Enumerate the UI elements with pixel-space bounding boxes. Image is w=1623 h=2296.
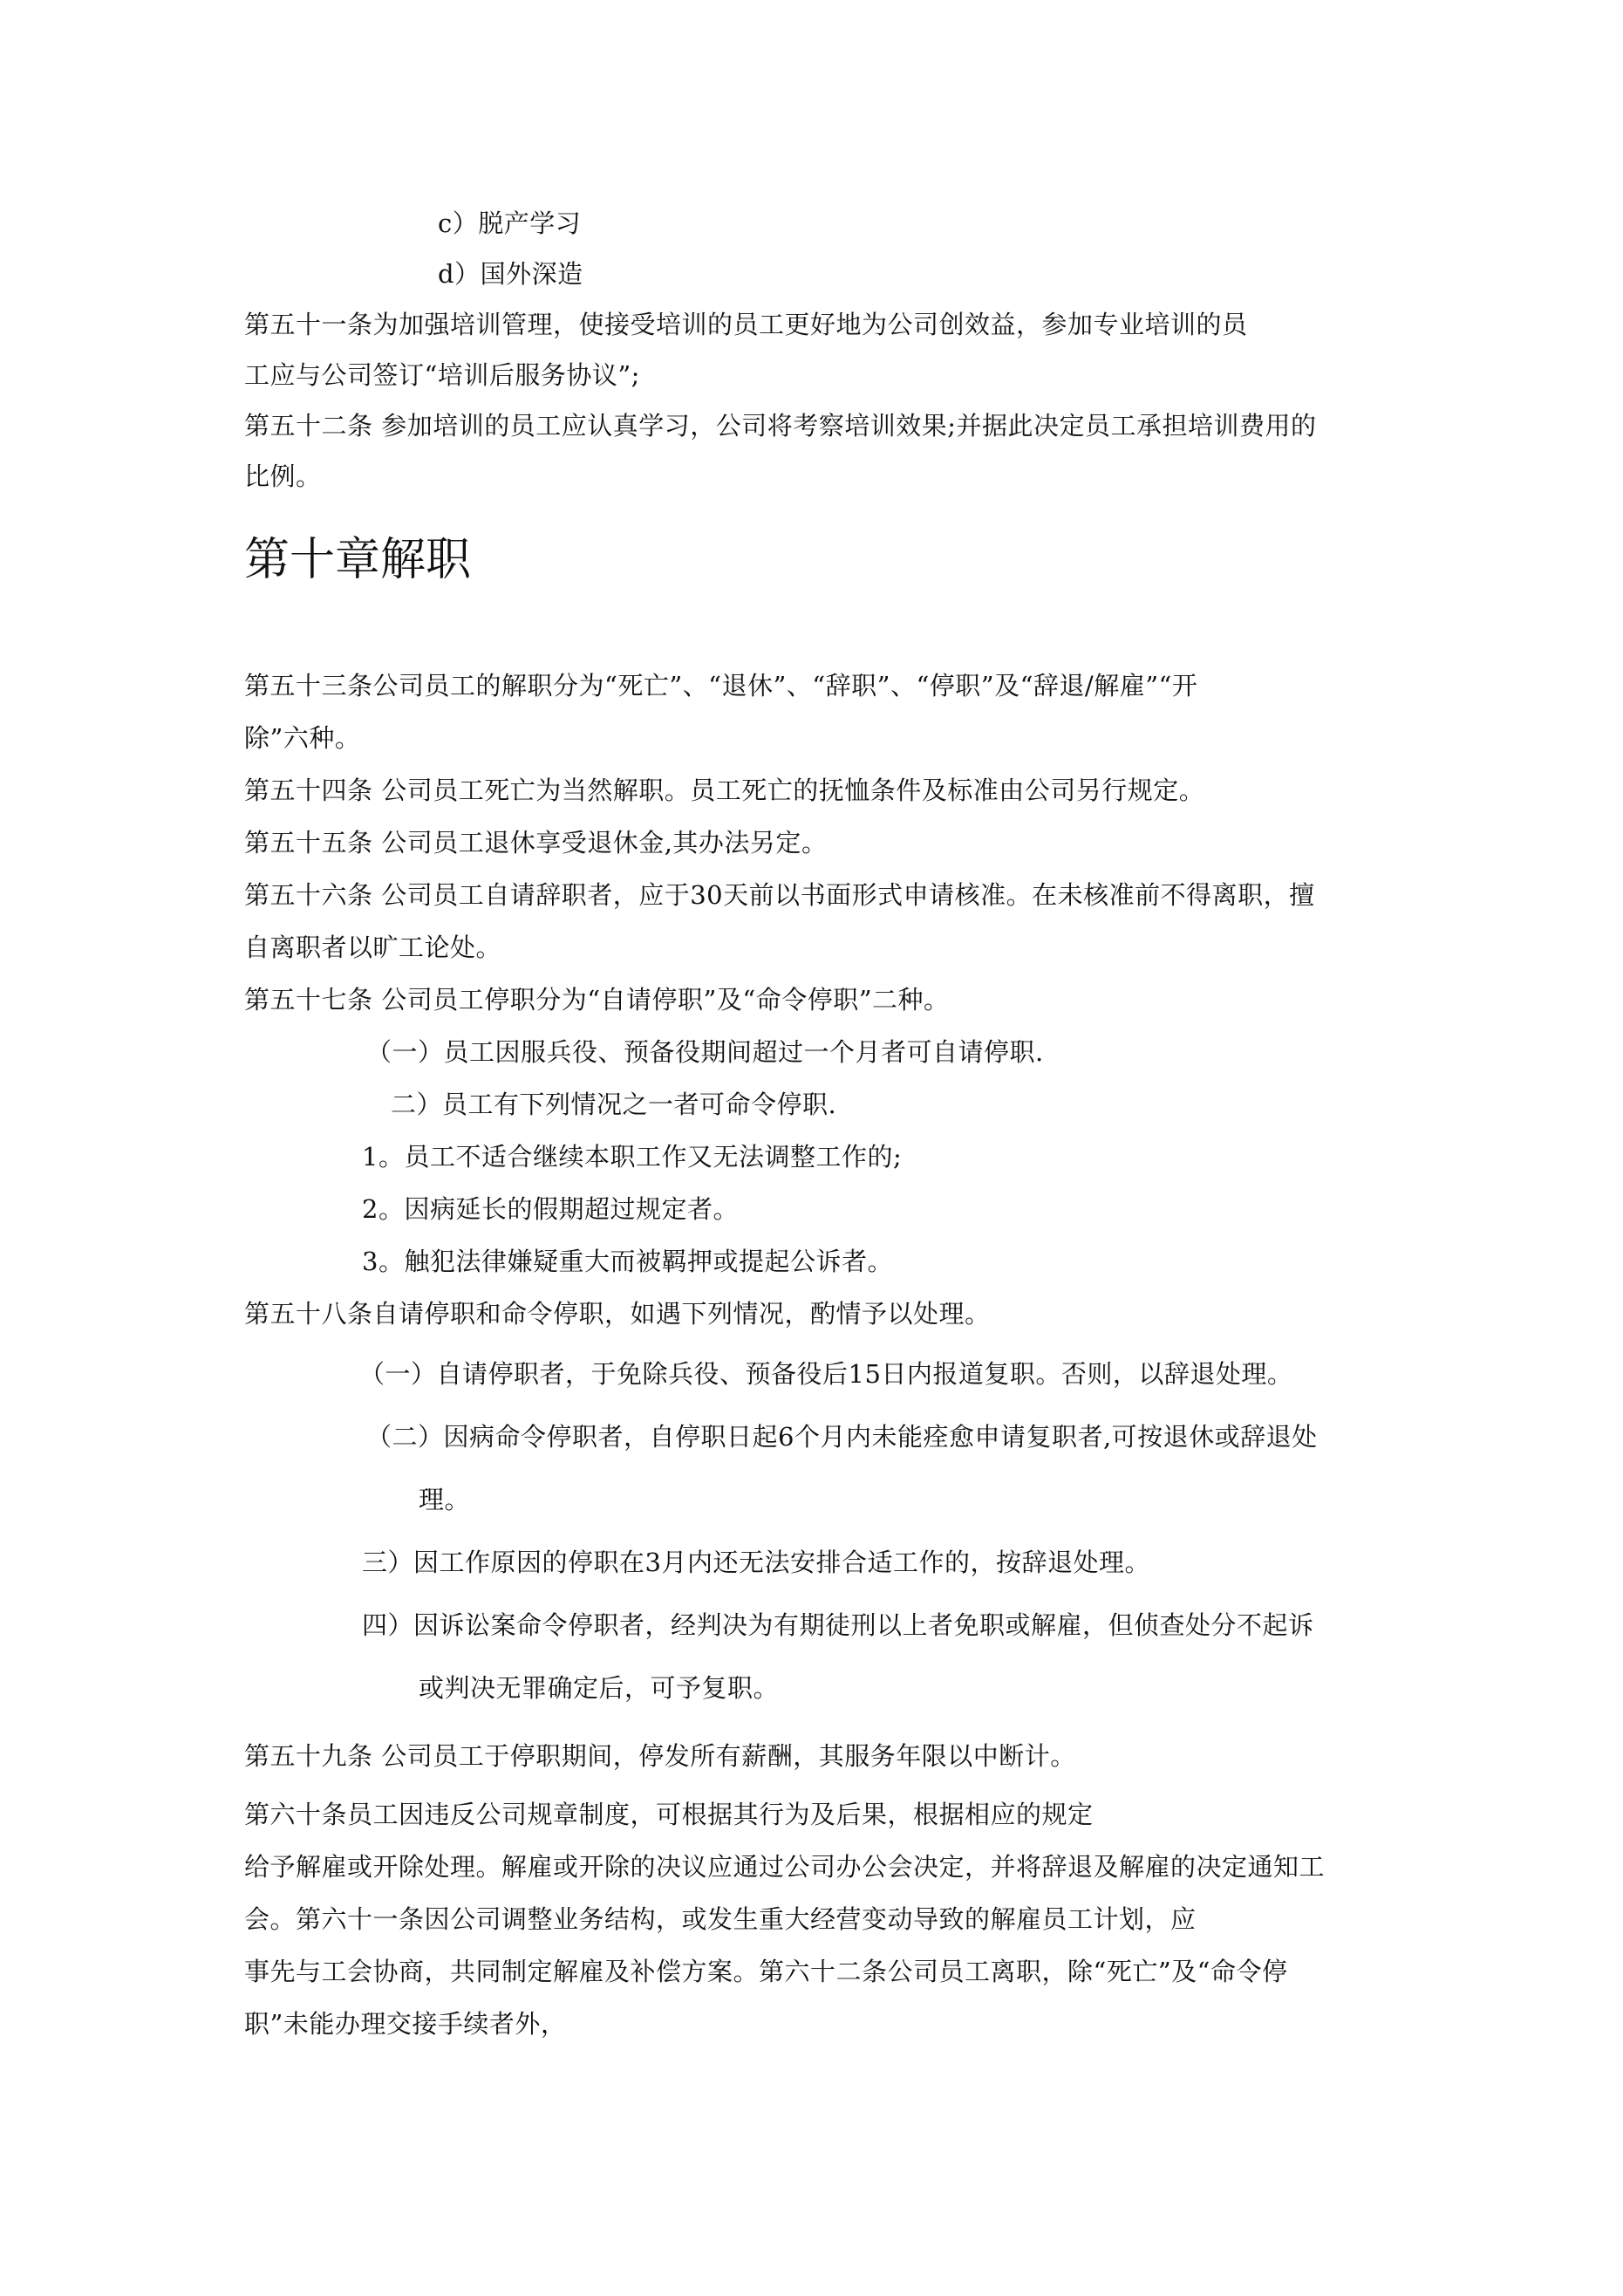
article-52-line-1: 第五十二条 参加培训的员工应认真学习，公司将考察培训效果;并据此决定员工承担培训费用的 <box>244 411 1317 441</box>
article-58-item-3: 三）因工作原因的停职在3月内还无法安排合适工作的，按辞退处理。 <box>362 1548 1150 1577</box>
article-59: 第五十九条 公司员工于停职期间，停发所有薪酬，其服务年限以中断计。 <box>244 1741 1076 1771</box>
article-58-item-2-line-2: 理。 <box>419 1485 471 1514</box>
article-55: 第五十五条 公司员工退休享受退休金,其办法另定。 <box>244 828 828 858</box>
article-57-subitem-3: 3。触犯法律嫌疑重大而被羁押或提起公诉者。 <box>362 1247 893 1276</box>
article-58-item-1: （一）自请停职者，于免除兵役、预备役后15日内报道复职。否则，以辞退处理。 <box>359 1359 1293 1389</box>
article-61-line-1: 会。第六十一条因公司调整业务结构，或发生重大经营变动导致的解雇员工计划，应 <box>244 1904 1197 1934</box>
article-60-line-2: 给予解雇或开除处理。解雇或开除的决议应通过公司办公会决定，并将辞退及解雇的决定通知工 <box>244 1852 1326 1882</box>
chapter-heading: 第十章解职 <box>244 534 472 586</box>
article-56-line-2: 自离职者以旷工论处。 <box>244 933 502 962</box>
article-51-line-2: 工应与公司签订“培训后服务协议”; <box>244 360 640 390</box>
article-58-item-2-line-1: （二）因病命令停职者，自停职日起6个月内未能痊愈申请复职者,可按退休或辞退处 <box>366 1422 1318 1452</box>
article-57-item-1: （一）员工因服兵役、预备役期间超过一个月者可自请停职. <box>366 1037 1044 1067</box>
article-52-line-2: 比例。 <box>244 461 322 491</box>
article-57-subitem-2: 2。因病延长的假期超过规定者。 <box>362 1194 739 1224</box>
article-62-line-1: 职”未能办理交接手续者外， <box>244 2009 567 2039</box>
article-58-item-4-line-1: 四）因诉讼案命令停职者，经判决为有期徒刑以上者免职或解雇，但侦查处分不起诉 <box>362 1610 1314 1640</box>
article-53-line-1: 第五十三条公司员工的解职分为“死亡”、“退休”、“辞职”、“停职”及“辞退/解雇”“开 <box>244 671 1198 700</box>
item-c-offjob-study: c）脱产学习 <box>438 208 582 238</box>
article-54: 第五十四条 公司员工死亡为当然解职。员工死亡的抚恤条件及标准由公司另行规定。 <box>244 776 1205 805</box>
article-60-line-1: 第六十条员工因违反公司规章制度，可根据其行为及后果，根据相应的规定 <box>244 1800 1094 1829</box>
article-53-line-2: 除”六种。 <box>244 723 361 753</box>
article-57-item-2: 二）员工有下列情况之一者可命令停职. <box>391 1090 837 1119</box>
article-51-line-1: 第五十一条为加强培训管理，使接受培训的员工更好地为公司创效益，参加专业培训的员 <box>244 310 1248 339</box>
article-56-line-1: 第五十六条 公司员工自请辞职者，应于30天前以书面形式申请核准。在未核准前不得离职，擅 <box>244 880 1315 910</box>
item-d-overseas-study: d）国外深造 <box>438 259 583 289</box>
article-57: 第五十七条 公司员工停职分为“自请停职”及“命令停职”二种。 <box>244 985 950 1015</box>
article-58-item-4-line-2: 或判决无罪确定后，可予复职。 <box>419 1673 780 1703</box>
article-58: 第五十八条自请停职和命令停职，如遇下列情况，酌情予以处理。 <box>244 1299 991 1329</box>
article-57-subitem-1: 1。员工不适合继续本职工作又无法调整工作的; <box>362 1142 903 1172</box>
article-61-line-2: 事先与工会协商，共同制定解雇及补偿方案。第六十二条公司员工离职，除“死亡”及“命令停 <box>244 1957 1288 1986</box>
